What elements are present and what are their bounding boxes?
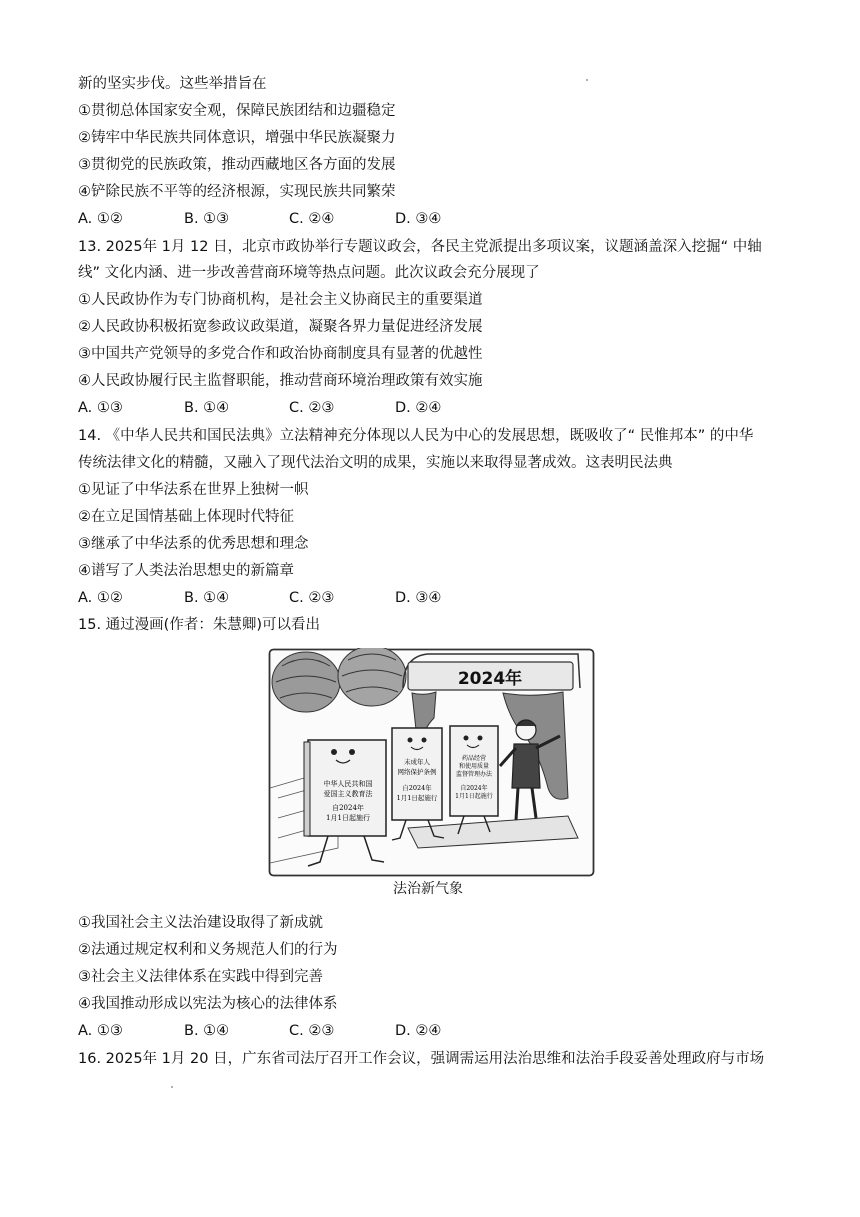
q13-option-d: D. ②④ [395, 400, 442, 416]
q14-item-4: ④谱写了人类法治思想史的新篇章 [78, 563, 294, 579]
svg-text:药品经营: 药品经营 [461, 755, 487, 762]
svg-text:网络保护条例: 网络保护条例 [397, 768, 437, 776]
svg-text:1月1日起施行: 1月1日起施行 [455, 793, 493, 800]
q15-option-a: A. ①③ [78, 1023, 123, 1039]
q15-item-2: ②法通过规定权利和义务规范人们的行为 [78, 942, 338, 958]
q15-stem: 15. 通过漫画(作者：朱慧卿)可以看出 [78, 617, 320, 633]
q12-option-a: A. ①② [78, 211, 123, 227]
q14-item-1: ①见证了中华法系在世界上独树一帜 [78, 482, 309, 498]
q12-stem: 新的坚实步伐。这些举措旨在 [78, 76, 267, 92]
q14-item-2: ②在立足国情基础上体现时代特征 [78, 509, 294, 525]
q13-option-c: C. ②③ [289, 400, 335, 416]
q12-item-3: ③贯彻党的民族政策，推动西藏地区各方面的发展 [78, 157, 396, 173]
svg-text:自2024年: 自2024年 [332, 804, 364, 812]
svg-text:1月1日起施行: 1月1日起施行 [396, 794, 438, 802]
q14-stem-line2: 传统法律文化的精髓，又融入了现代法治文明的成果，实施以来取得显著成效。这表明民法典 [78, 455, 673, 471]
q13-item-3: ③中国共产党领导的多党合作和政治协商制度具有显著的优越性 [78, 346, 483, 362]
q14-option-b: B. ①④ [184, 590, 230, 606]
svg-text:自2024年: 自2024年 [402, 784, 432, 792]
q14-item-3: ③继承了中华法系的优秀思想和理念 [78, 536, 309, 552]
q13-stem-line1: 13. 2025年 1月 12 日，北京市政协举行专题议政会，各民主党派提出多项议案，议题涵盖深入挖掘“ 中轴 [78, 239, 762, 255]
scan-speck [171, 1086, 173, 1088]
q13-stem-line2: 线” 文化内涵、进一步改善营商环境等热点问题。此次议政会充分展现了 [78, 265, 540, 281]
q15-option-b: B. ①④ [184, 1023, 230, 1039]
q14-option-a: A. ①② [78, 590, 123, 606]
q15-item-3: ③社会主义法律体系在实践中得到完善 [78, 969, 323, 985]
svg-text:自2024年: 自2024年 [460, 785, 488, 792]
q12-option-d: D. ③④ [395, 211, 442, 227]
cartoon-caption: 法治新气象 [393, 881, 463, 897]
svg-text:1月1日起施行: 1月1日起施行 [326, 814, 370, 822]
q12-item-2: ②铸牢中华民族共同体意识，增强中华民族凝聚力 [78, 130, 396, 146]
q13-option-b: B. ①④ [184, 400, 230, 416]
banner-year: 2024年 [457, 669, 523, 689]
svg-text:中华人民共和国: 中华人民共和国 [323, 780, 373, 788]
q14-stem-line1: 14. 《中华人民共和国民法典》立法精神充分体现以人民为中心的发展思想，既吸收了“ 民惟邦本” 的中华 [78, 428, 754, 444]
q14-option-d: D. ③④ [395, 590, 442, 606]
q13-item-2: ②人民政协积极拓宽参政议政渠道，凝聚各界力量促进经济发展 [78, 319, 483, 335]
q13-option-a: A. ①③ [78, 400, 123, 416]
q13-item-4: ④人民政协履行民主监督职能，推动营商环境治理政策有效实施 [78, 373, 483, 389]
q16-stem-line1: 16. 2025年 1月 20 日，广东省司法厅召开工作会议，强调需运用法治思维和法治手段妥善处理政府与市场 [78, 1051, 765, 1067]
q13-item-1: ①人民政协作为专门协商机构，是社会主义协商民主的重要渠道 [78, 292, 483, 308]
q12-item-4: ④铲除民族不平等的经济根源，实现民族共同繁荣 [78, 184, 396, 200]
q15-item-1: ①我国社会主义法治建设取得了新成就 [78, 915, 323, 931]
svg-text:爱国主义教育法: 爱国主义教育法 [323, 790, 373, 798]
q15-item-4: ④我国推动形成以宪法为核心的法律体系 [78, 996, 338, 1012]
law-cartoon [268, 648, 595, 880]
svg-text:和使用质量: 和使用质量 [458, 763, 490, 770]
q15-option-c: C. ②③ [289, 1023, 335, 1039]
q12-option-c: C. ②④ [289, 211, 335, 227]
scan-speck [586, 79, 588, 81]
q15-option-d: D. ②④ [395, 1023, 442, 1039]
q12-option-b: B. ①③ [184, 211, 230, 227]
lantern-left [272, 652, 340, 712]
q12-item-1: ①贯彻总体国家安全观，保障民族团结和边疆稳定 [78, 103, 396, 119]
q14-option-c: C. ②③ [289, 590, 335, 606]
lantern-right [338, 648, 406, 706]
svg-text:未成年人: 未成年人 [404, 758, 430, 766]
svg-text:监督管理办法: 监督管理办法 [455, 771, 493, 778]
